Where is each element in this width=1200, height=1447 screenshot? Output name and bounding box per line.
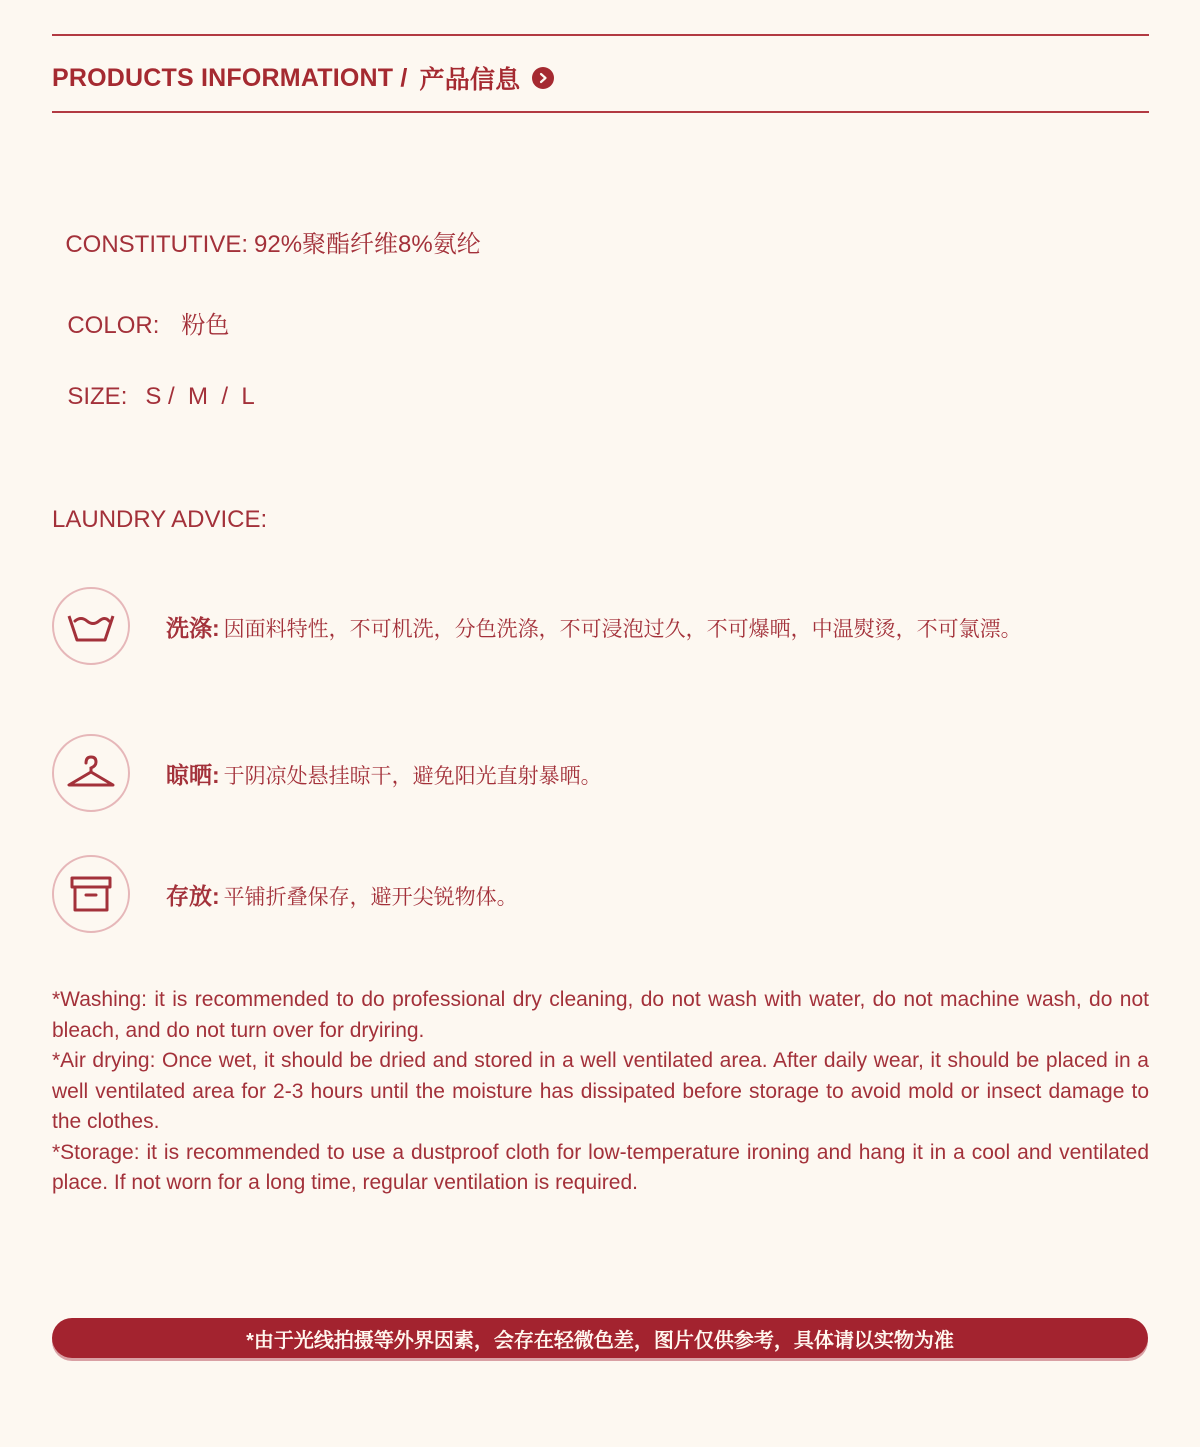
header-bottom-divider [52, 111, 1149, 113]
color-row [54, 277, 229, 340]
care-desc-dry: 于阴凉处悬挂晾干，避免阳光直射暴晒。 [223, 764, 602, 788]
note-air-drying: *Air drying: Once wet, it should be dried and stored in a well ventilated area. After daily wear, it should be placed in a well ventilated area for 2-3 hours until the moisture has dissipated before storage to avoid mold or insect damage to the clothes. [52, 1049, 1149, 1133]
header-title-zh: 产品信息 [419, 66, 521, 94]
size-row [54, 355, 255, 411]
care-desc-storage: 平铺折叠保存，避开尖锐物体。 [223, 885, 518, 909]
care-item-wash [52, 587, 1022, 665]
color-disclaimer-banner [52, 1318, 1148, 1358]
color-label: COLOR: [67, 312, 160, 339]
size-value: S / M / L [145, 383, 255, 410]
header-title-en: PRODUCTS INFORMATIONT / [52, 63, 408, 92]
top-divider [52, 34, 1149, 36]
care-text-wash [166, 610, 1022, 643]
chevron-right-circle-icon[interactable] [532, 67, 554, 89]
banner-text: *由于光线拍摄等外界因素，会存在轻微色差，图片仅供参考，具体请以实物为准 [246, 1329, 954, 1352]
note-washing: *Washing: it is recommended to do professional dry cleaning, do not wash with water, do not machine wash, do not bleach, and do not turn over for dryiring. [52, 988, 1149, 1042]
size-label: SIZE: [67, 383, 128, 410]
constitutive-value: 92%聚酯纤维8%氨纶 [254, 231, 481, 258]
note-storage: *Storage: it is recommended to use a dustproof cloth for low-temperature ironing and hang it in a cool and ventilated place. If not worn for a long time, regular ventilation is required. [52, 1140, 1149, 1194]
laundry-advice-title: LAUNDRY ADVICE: [52, 506, 268, 533]
care-item-storage [52, 855, 518, 933]
care-text-storage [166, 878, 518, 911]
care-item-dry [52, 734, 602, 812]
wash-basin-icon [52, 587, 130, 665]
constitutive-row [52, 196, 481, 259]
color-value: 粉色 [181, 312, 230, 339]
care-notes [52, 985, 1149, 1199]
section-header [52, 60, 554, 96]
care-text-dry [166, 757, 602, 790]
care-title-dry: 晾晒: [166, 761, 220, 788]
care-title-wash: 洗涤: [166, 614, 220, 641]
hanger-icon [52, 734, 130, 812]
constitutive-label: CONSTITUTIVE: [65, 231, 249, 258]
storage-box-icon [52, 855, 130, 933]
care-desc-wash: 因面料特性，不可机洗，分色洗涤，不可浸泡过久，不可爆晒，中温熨烫，不可氯漂。 [223, 617, 1022, 641]
care-title-storage: 存放: [166, 882, 220, 909]
